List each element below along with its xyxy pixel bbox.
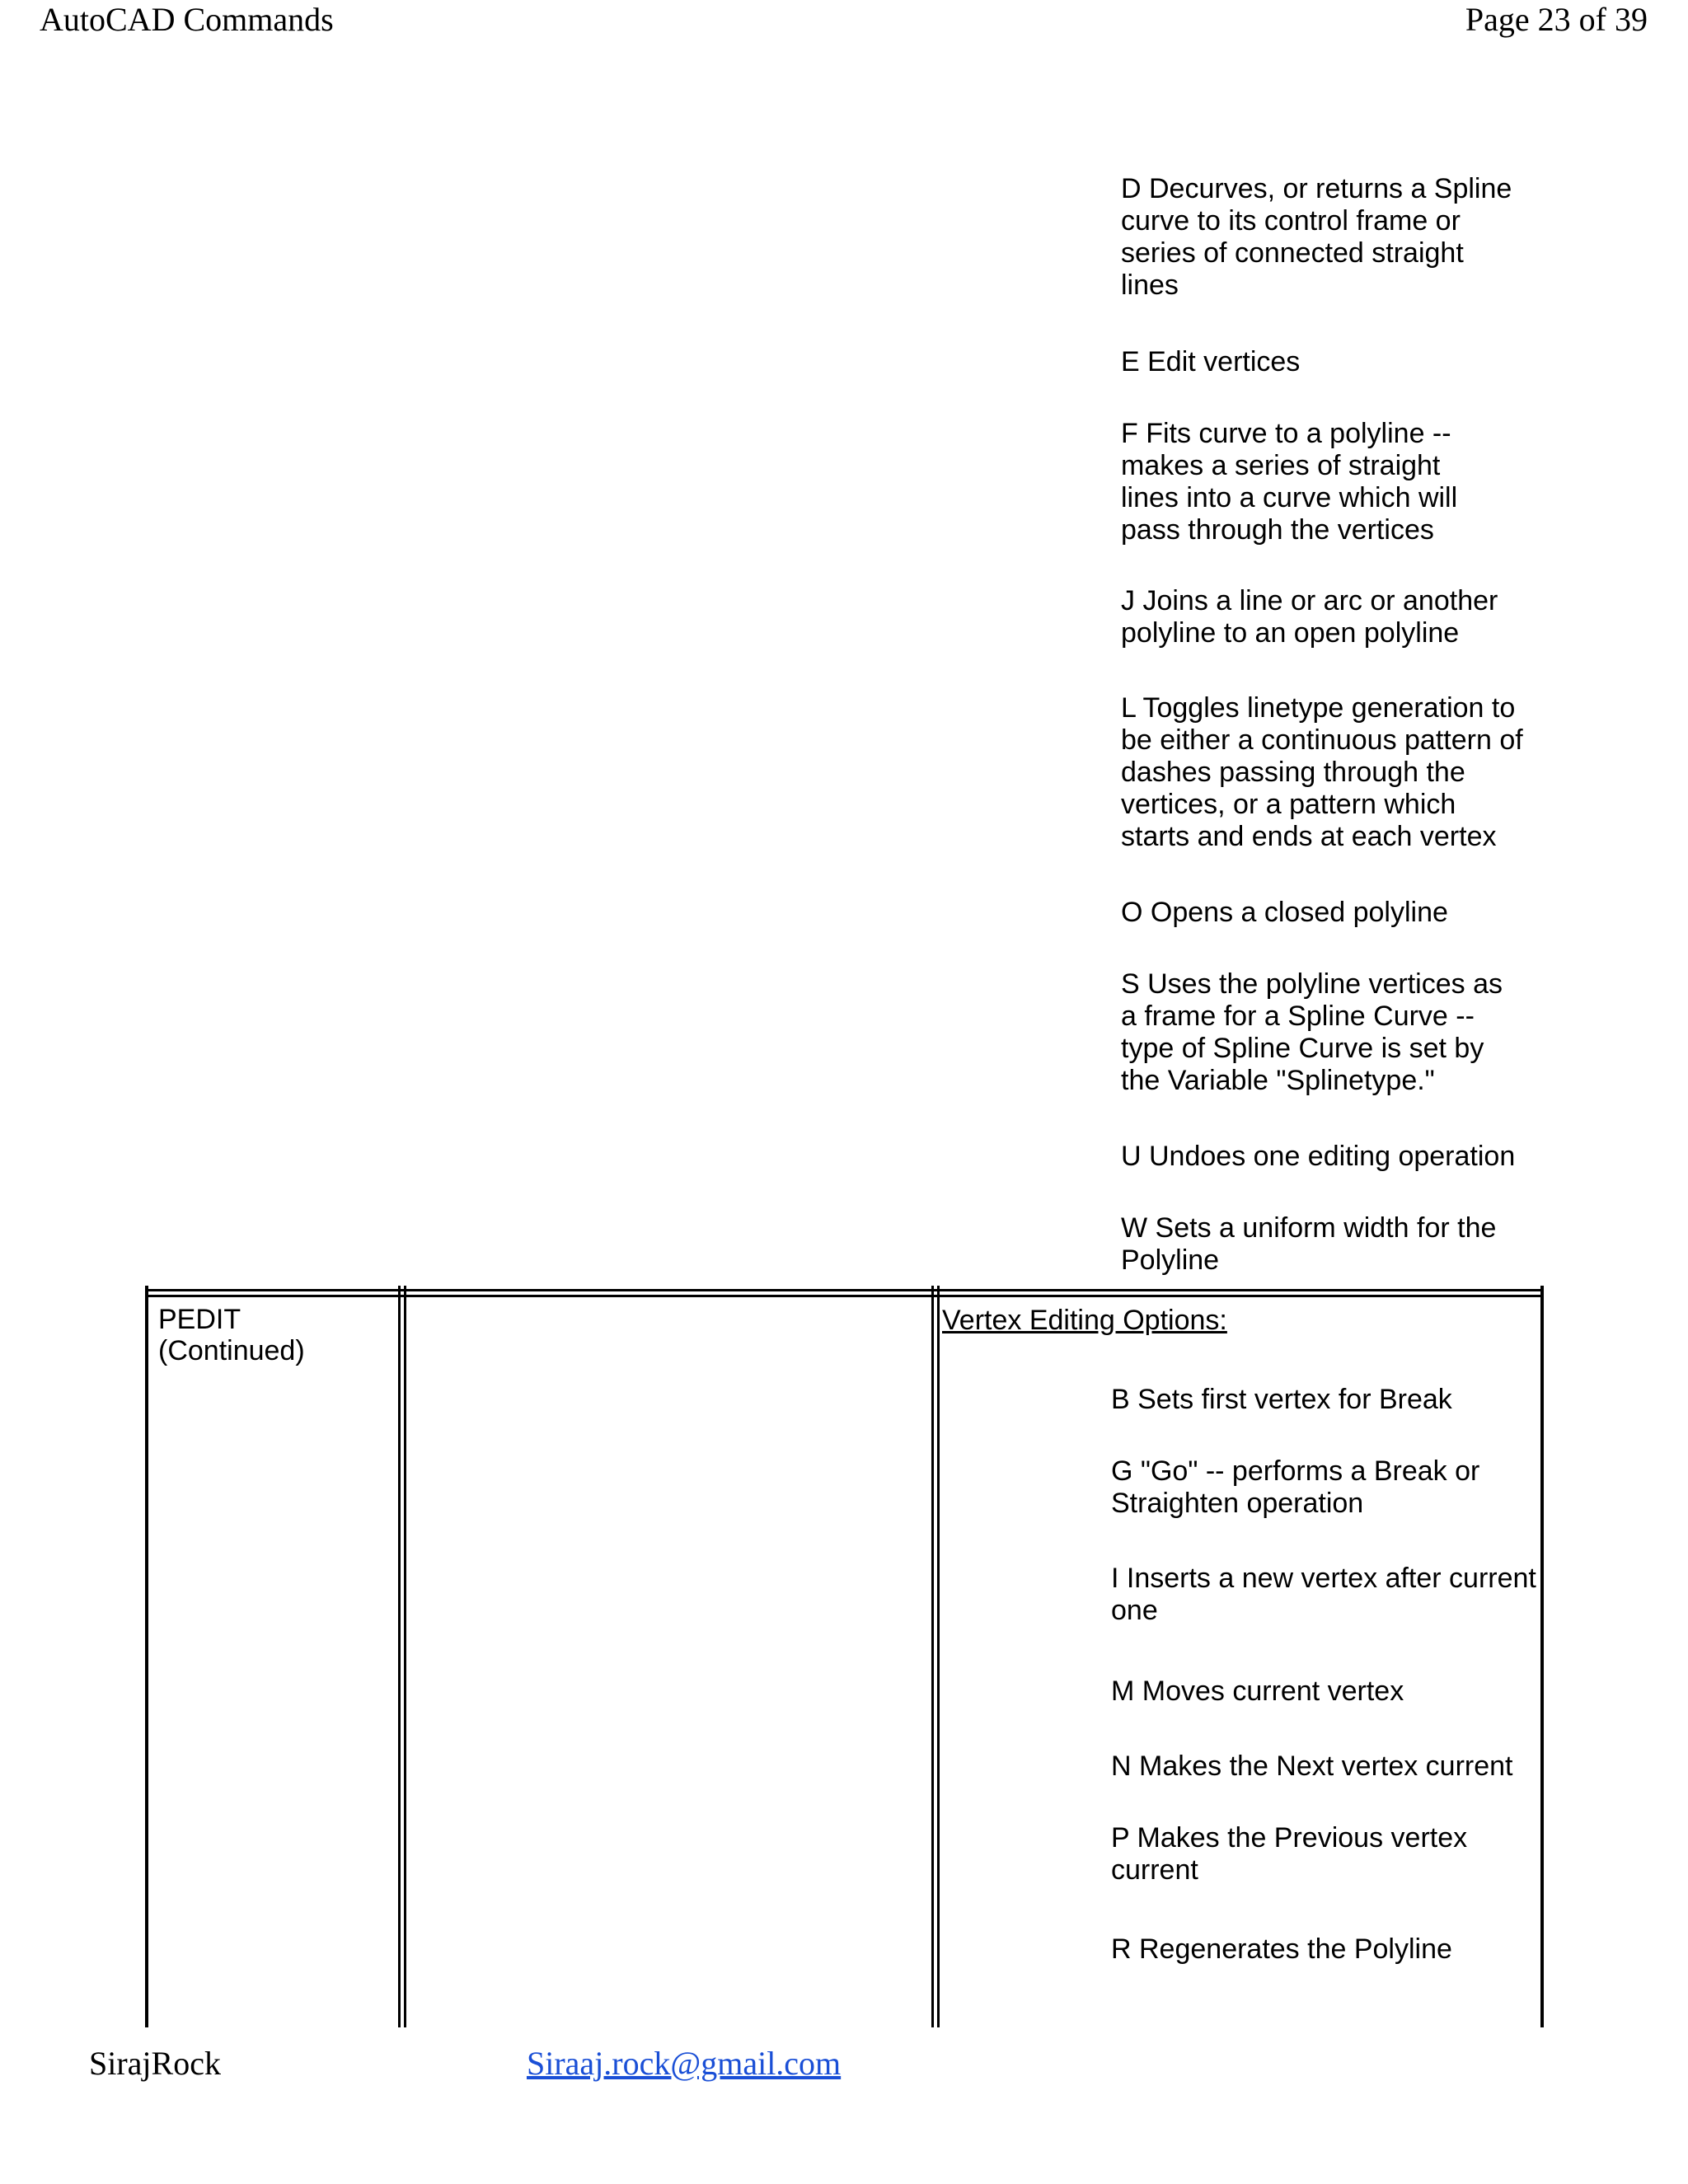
vertex-option-g: G "Go" -- performs a Break or Straighten operation bbox=[1111, 1455, 1480, 1519]
vertex-editing-heading: Vertex Editing Options: bbox=[942, 1305, 1227, 1336]
option-f: F Fits curve to a polyline -- makes a series of straight lines into a curve which will pass through the vertices bbox=[1121, 418, 1458, 546]
option-o: O Opens a closed polyline bbox=[1121, 897, 1448, 928]
table-right-border bbox=[1540, 1286, 1544, 2027]
vertex-option-m: M Moves current vertex bbox=[1111, 1675, 1404, 1707]
option-s: S Uses the polyline vertices as a frame for a Spline Curve -- type of Spline Curve is set by the Variable "Splinetype." bbox=[1121, 968, 1503, 1096]
option-d: D Decurves, or returns a Spline curve to its control frame or series of connected straight lines bbox=[1121, 173, 1512, 301]
option-l: L Toggles linetype generation to be either a continuous pattern of dashes passing through the vertices, or a pattern which starts and ends at each vertex bbox=[1121, 692, 1523, 852]
footer-author: SirajRock bbox=[89, 2045, 221, 2082]
command-cell: PEDIT (Continued) bbox=[158, 1304, 305, 1366]
document-title: AutoCAD Commands bbox=[40, 1, 334, 38]
vertex-option-p: P Makes the Previous vertex current bbox=[1111, 1822, 1468, 1886]
vertex-option-r: R Regenerates the Polyline bbox=[1111, 1933, 1452, 1965]
option-j: J Joins a line or arc or another polyline to an open polyline bbox=[1121, 585, 1498, 649]
page-number: Page 23 of 39 bbox=[1465, 1, 1648, 38]
footer-email-link[interactable]: Siraaj.rock@gmail.com bbox=[527, 2045, 842, 2082]
table-top-border bbox=[145, 1289, 1544, 1297]
table-divider-2 bbox=[931, 1286, 940, 2027]
vertex-option-b: B Sets first vertex for Break bbox=[1111, 1384, 1452, 1415]
option-e: E Edit vertices bbox=[1121, 346, 1301, 377]
table-divider-1 bbox=[398, 1286, 406, 2027]
option-u: U Undoes one editing operation bbox=[1121, 1141, 1516, 1172]
vertex-option-i: I Inserts a new vertex after current one bbox=[1111, 1563, 1536, 1626]
vertex-option-n: N Makes the Next vertex current bbox=[1111, 1750, 1513, 1782]
option-w: W Sets a uniform width for the Polyline bbox=[1121, 1212, 1497, 1276]
table-left-border bbox=[145, 1286, 148, 2027]
